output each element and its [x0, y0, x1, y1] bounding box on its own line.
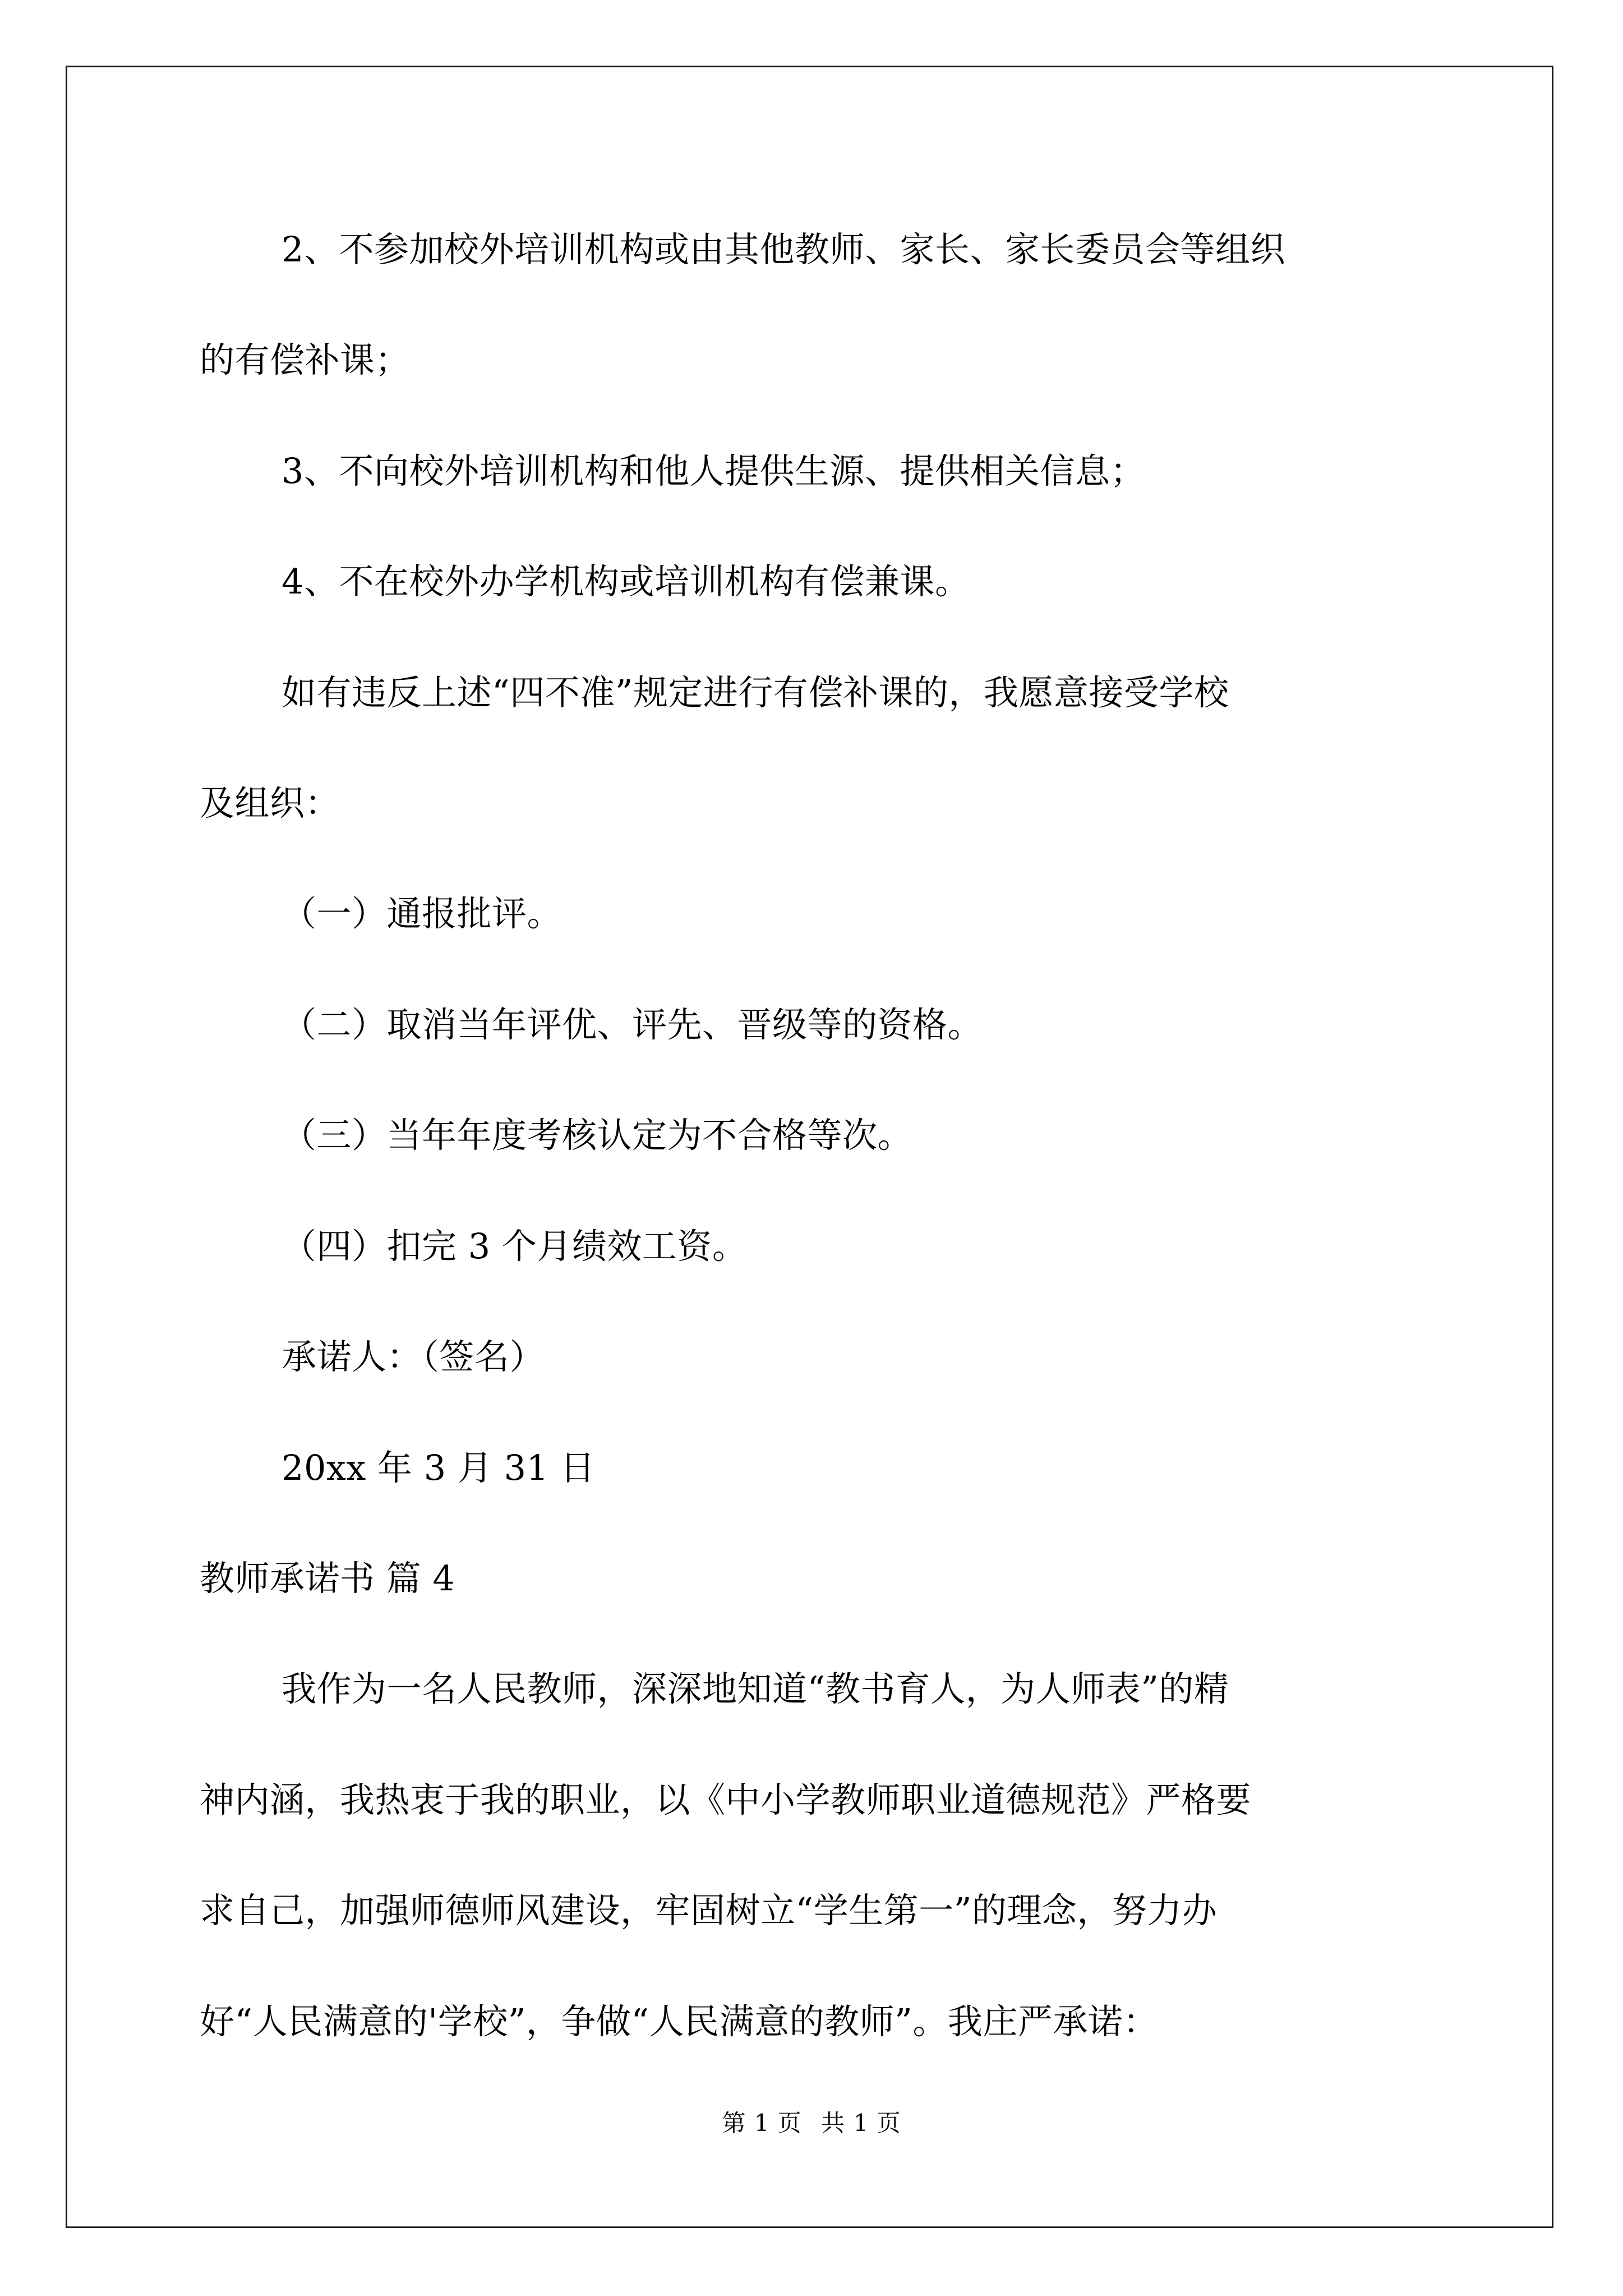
pledge-line-2: 神内涵，我热衷于我的职业，以《中小学教师职业道德规范》严格要 — [200, 1779, 1252, 1820]
penalty-2: （二）取消当年评优、评先、晋级等的资格。 — [282, 1004, 983, 1045]
page-number-total: 共 1 页 — [821, 2109, 901, 2137]
item-4: 4、不在校外办学机构或培训机构有偿兼课。 — [282, 561, 970, 602]
item-3: 3、不向校外培训机构和他人提供生源、提供相关信息； — [282, 450, 1145, 491]
section-heading: 教师承诺书 篇 4 — [200, 1558, 455, 1599]
penalty-3: （三）当年年度考核认定为不合格等次。 — [282, 1115, 913, 1156]
date-line: 20xx 年 3 月 31 日 — [282, 1447, 596, 1488]
pledge-line-1: 我作为一名人民教师，深深地知道“教书育人，为人师表”的精 — [282, 1668, 1229, 1709]
item-2-line-2: 的有偿补课； — [200, 339, 411, 380]
penalty-1: （一）通报批评。 — [282, 893, 562, 934]
violation-clause-line-1: 如有违反上述“四不准”规定进行有偿补课的，我愿意接受学校 — [282, 672, 1229, 713]
signature-line: 承诺人：（签名） — [282, 1336, 545, 1377]
page-footer — [0, 2106, 1623, 2140]
page-number-current: 第 1 页 — [722, 2109, 802, 2137]
item-2-line-1: 2、不参加校外培训机构或由其他教师、家长、家长委员会等组织 — [282, 229, 1285, 270]
pledge-line-4: 好“人民满意的'学校”，争做“人民满意的教师”。我庄严承诺： — [200, 2001, 1158, 2042]
violation-clause-line-2: 及组织： — [200, 783, 340, 823]
penalty-4: （四）扣完 3 个月绩效工资。 — [282, 1226, 748, 1267]
pledge-line-3: 求自己，加强师德师风建设，牢固树立“学生第一”的理念，努力办 — [200, 1890, 1218, 1931]
